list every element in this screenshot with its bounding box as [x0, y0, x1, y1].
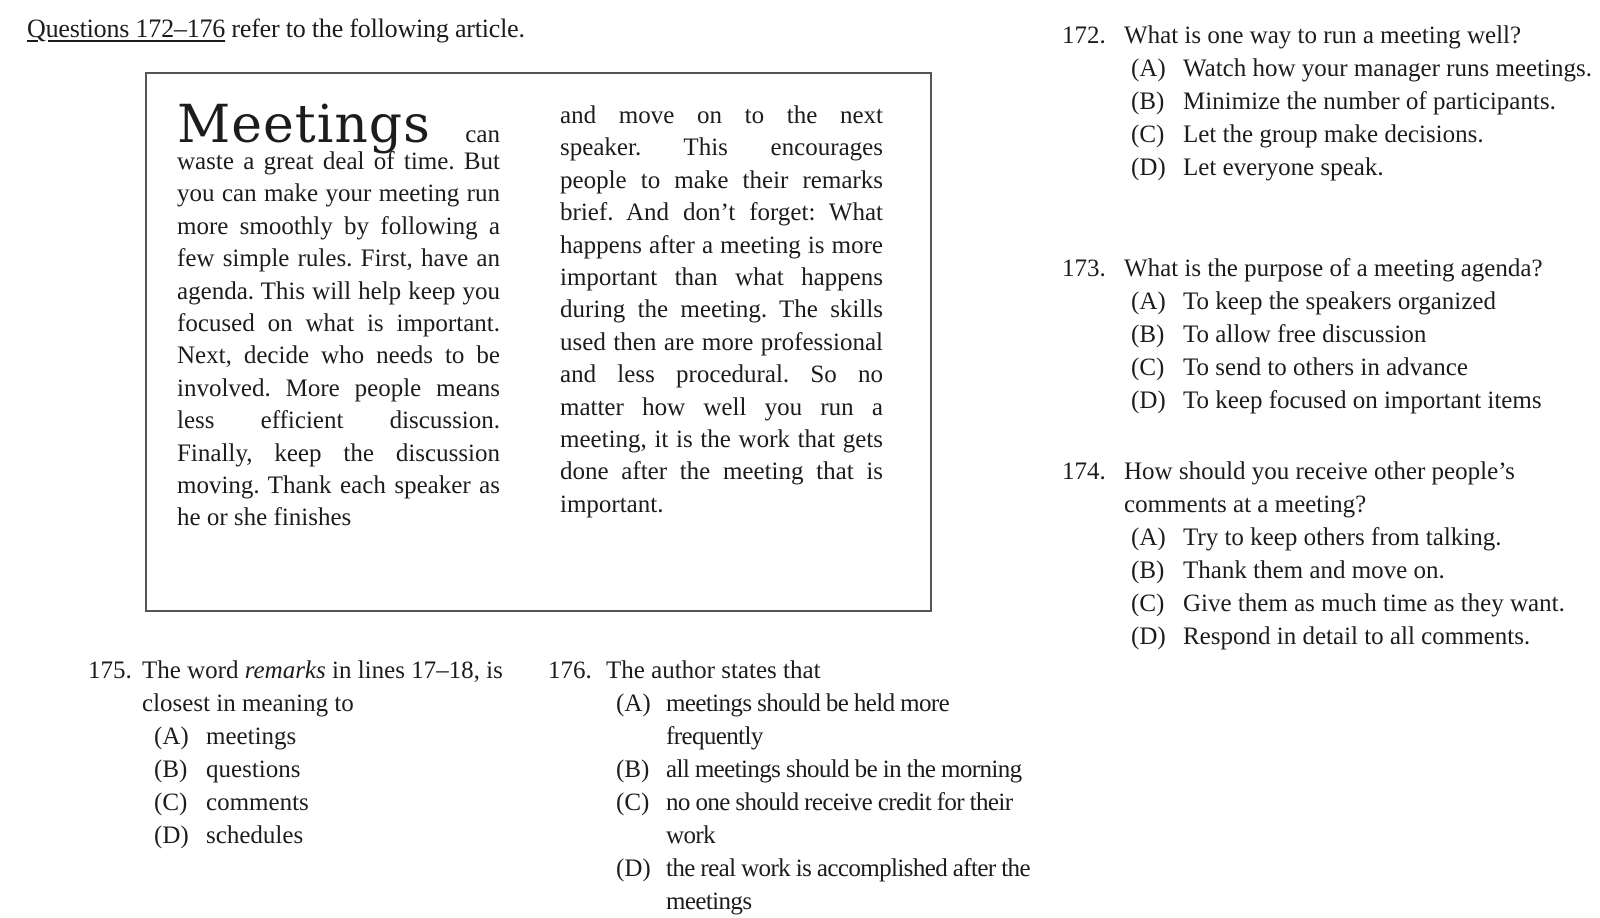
question-stem: How should you receive other people’s comments at a meeting? — [1124, 458, 1515, 518]
answer-option-d[interactable] — [616, 852, 1048, 918]
question-174 — [1062, 455, 1592, 653]
question-176 — [548, 654, 1048, 918]
article-column-2-text: and move on to the next speaker. This encourages people to make their remarks brief. And don’t forget: What happens after a meeting is more important than what happens during the meeting. The skills used then are more professional and less procedural. So no matter how well you run a meeting, it is the work that gets done after the meeting that is important. — [560, 102, 883, 518]
option-letter: (C) — [1131, 354, 1165, 381]
option-text: Respond in detail to all comments. — [1183, 623, 1531, 650]
question-stem: What is the purpose of a meeting agenda? — [1124, 255, 1543, 282]
option-letter: (D) — [1131, 154, 1166, 181]
option-text: no one should receive credit for their work — [666, 789, 1013, 849]
answer-option-c[interactable] — [1131, 351, 1592, 384]
option-letter: (C) — [1131, 121, 1165, 148]
option-text: schedules — [206, 822, 304, 849]
option-letter: (A) — [616, 690, 651, 717]
option-text: To keep focused on important items — [1183, 387, 1542, 414]
option-letter: (C) — [1131, 590, 1165, 617]
answer-option-c[interactable] — [154, 786, 528, 819]
answer-option-d[interactable] — [1131, 620, 1592, 653]
answer-option-a[interactable] — [1131, 52, 1592, 85]
option-text: the real work is accomplished after the meetings — [666, 855, 1030, 915]
article-opening-line — [177, 95, 500, 155]
option-text: meetings — [206, 723, 297, 750]
option-text: questions — [206, 756, 301, 783]
option-text: meetings should be held more frequently — [666, 690, 950, 750]
option-text: Minimize the number of participants. — [1183, 88, 1556, 115]
option-letter: (C) — [616, 789, 650, 816]
question-number: 172. — [1062, 22, 1106, 49]
answer-option-b[interactable] — [616, 753, 1048, 786]
option-letter: (D) — [616, 855, 651, 882]
answer-option-b[interactable] — [1131, 554, 1592, 587]
question-stem — [142, 654, 528, 720]
answer-option-a[interactable] — [154, 720, 528, 753]
option-letter: (A) — [1131, 55, 1166, 82]
article-box — [145, 72, 932, 612]
question-175 — [88, 654, 528, 852]
question-number: 174. — [1062, 458, 1106, 485]
question-range: Questions 172–176 — [27, 14, 226, 43]
article-title-word: Meetings — [177, 95, 431, 155]
stem-text-start: The word — [142, 657, 245, 684]
option-text: Give them as much time as they want. — [1183, 590, 1565, 617]
option-text: comments — [206, 789, 309, 816]
answer-option-d[interactable] — [1131, 151, 1592, 184]
answer-option-d[interactable] — [154, 819, 528, 852]
option-text: Let the group make decisions. — [1183, 121, 1484, 148]
option-letter: (D) — [154, 822, 189, 849]
answer-option-d[interactable] — [1131, 384, 1592, 417]
option-text: all meetings should be in the morning — [666, 756, 1022, 783]
article-first-word: can — [465, 121, 500, 148]
question-number: 176. — [548, 657, 592, 684]
article-column-2 — [560, 100, 883, 521]
option-letter: (A) — [1131, 288, 1166, 315]
option-letter: (B) — [1131, 321, 1165, 348]
option-text: To send to others in advance — [1183, 354, 1468, 381]
question-number: 173. — [1062, 255, 1106, 282]
article-column-1-text: waste a great deal of time. But you can make your meeting run more smoothly by following a few simple rules. First, have an agenda. This will help keep you focused on what is important. Next, decide who needs to be involved. More people means less efficient discussion. Finally, keep the discussion moving. Thank each speaker as he or she finishes — [177, 148, 500, 532]
option-text: Try to keep others from talking. — [1183, 524, 1502, 551]
instructions-heading — [27, 14, 525, 44]
option-letter: (D) — [1131, 387, 1166, 414]
option-letter: (C) — [154, 789, 188, 816]
article-column-1 — [177, 95, 500, 535]
option-letter: (A) — [1131, 524, 1166, 551]
option-text: Let everyone speak. — [1183, 154, 1384, 181]
question-173 — [1062, 252, 1592, 417]
answer-option-c[interactable] — [1131, 118, 1592, 151]
answer-option-a[interactable] — [1131, 285, 1592, 318]
stem-italic-word: remarks — [244, 657, 326, 684]
option-letter: (D) — [1131, 623, 1166, 650]
question-172 — [1062, 19, 1592, 184]
answer-option-b[interactable] — [154, 753, 528, 786]
option-text: To allow free discussion — [1183, 321, 1427, 348]
option-letter: (B) — [616, 756, 650, 783]
stem-text-end: in lines 17–18, is closest in meaning to — [142, 657, 503, 717]
answer-option-c[interactable] — [616, 786, 1048, 852]
option-letter: (A) — [154, 723, 189, 750]
question-stem: The author states that — [606, 657, 821, 684]
answer-option-a[interactable] — [616, 687, 1048, 753]
option-text: Thank them and move on. — [1183, 557, 1445, 584]
answer-option-b[interactable] — [1131, 318, 1592, 351]
instructions-text: refer to the following article. — [225, 14, 525, 43]
option-letter: (B) — [1131, 557, 1165, 584]
question-number: 175. — [88, 657, 132, 684]
option-letter: (B) — [154, 756, 188, 783]
answer-option-c[interactable] — [1131, 587, 1592, 620]
answer-option-a[interactable] — [1131, 521, 1592, 554]
option-text: To keep the speakers organized — [1183, 288, 1496, 315]
option-letter: (B) — [1131, 88, 1165, 115]
option-text: Watch how your manager runs meetings. — [1183, 55, 1592, 82]
question-stem: What is one way to run a meeting well? — [1124, 22, 1522, 49]
answer-option-b[interactable] — [1131, 85, 1592, 118]
